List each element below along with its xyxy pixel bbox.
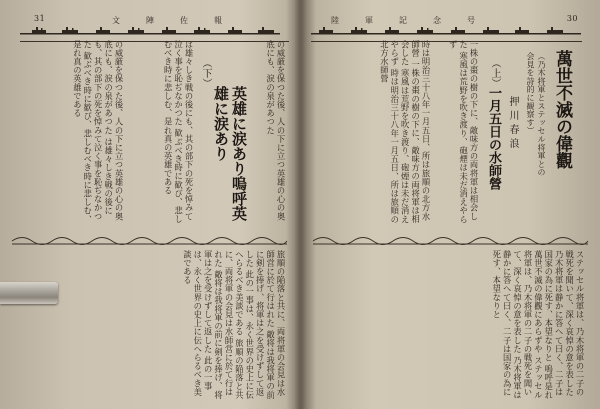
right-page-header [301,14,600,30]
right-lower-text-4: ステッセル将軍は、乃木将軍の二子の戦死を聞いて、深く哀悼の意を表した [512,250,544,400]
right-upper-text-3: 寒風は荒野を吹き渡り、砲煙は未だ消えやらず [389,40,411,224]
left-page-header [0,14,299,30]
right-upper-body-1 [313,40,431,228]
left-upper-text-3b: 歓ぶべき時に歓び、悲しむべき時に悲しむ、是れ真の英雄である [163,40,184,224]
right-lower-text-1: ステッセル将軍は、乃木将軍の二子の戦死を聞いて、深く哀悼の意を表した [564,250,585,397]
right-section-marker: （上） [489,58,500,88]
left-upper-text-2: は雄々しき戦の後にも、其の部下の死を悼みて泣く事を恥ぢなかつた [82,40,114,221]
author-name: 押川春浪 [507,96,518,152]
left-lower-text-6: 此の一事は、永く世界の史上に伝へらるべき美談である [182,250,214,397]
right-running-title: 陸 軍 記 念 号 [331,16,484,25]
right-lower-body [313,250,585,400]
right-lower-text-3: 嗚呼是れ萬世不滅の偉觀にあらずや [533,250,554,400]
left-running-title: 文 陣 佐 報 [112,16,231,25]
left-lower-text-2: 敵将は我将軍の前に剣を捧げ、将軍は之を受けずして返した [244,250,276,400]
right-upper-body-2 [435,40,479,228]
left-section-heading: 英雄に涙あり嗚呼英雄に涙あり [212,86,248,221]
left-upper-text-1: の威厳を保つた後、人の下に立つ英雄の心の奥底にも、涙の泉があつた [103,40,124,221]
warship-banner [0,26,299,38]
left-upper-body-2 [128,40,194,228]
left-lower-text-4: 旅順の陥落と共に、両将軍の会見は水師営に於て行はれた [213,250,245,400]
left-ornament-divider [8,232,291,246]
right-upper-text-4: 時は明治三十八年一月五日、所は旅順の北方水師營 [379,40,400,224]
left-section-marker: （下） [200,58,211,88]
left-upper-text-2b: は雄々しき戦の後にも、其の部下の死を悼みて泣く事を恥ぢなかつた [173,40,194,221]
left-upper-text-1c: の威厳を保つた後、人の下に立つ英雄の心の奥底にも、涙の泉があつた [265,40,286,221]
right-upper-text-3b: 寒風は荒野を吹き渡り、砲煙は未だ消えやらず [448,40,469,224]
right-ornament-divider [309,232,592,246]
right-upper-text-1: 時は明治三十八年一月五日、所は旅順の北方水師營 [410,40,431,221]
right-page-number: 30 [566,14,578,23]
left-lower-text-3: 此の一事は、永く世界の史上に伝へらるべき美談である [234,250,255,400]
book-gutter [286,0,316,409]
right-section-heading: 一月五日の水師營 [486,86,501,190]
left-lower-body [24,250,286,400]
right-lower-text-5: 乃木将軍は静かに答へて曰く、二子は国家の為に死す、本望なりと [491,250,523,400]
left-upper-body-3 [248,40,286,228]
metal-clip [0,282,58,304]
right-page [301,0,600,409]
article-main-title: 萬世不滅の偉觀 [552,50,572,169]
left-page-number: 31 [34,14,46,23]
article-subtitle: （乃木将軍とステッセル将軍との会見を詩的に観察す） [526,52,546,177]
warship-banner-right [301,26,600,38]
left-upper-text-3: 歓ぶべき時に歓び、悲しむべき時に悲しむ、是れ真の英雄である [72,40,93,224]
left-upper-body-1 [24,40,124,228]
left-lower-text-5: 敵将は我将軍の前に剣を捧げ、将軍は之を受けずして返した [203,250,224,400]
left-lower-text-1: 旅順の陥落と共に、両将軍の会見は水師営に於て行はれた [265,250,286,397]
left-page [0,0,299,409]
right-upper-text-2b: 一株の棗の樹の下に、敵味方の両将軍は相会した [458,40,479,221]
right-lower-text-2: 乃木将軍は静かに答へて曰く、二子は国家の為に死す、本望なりと [543,250,565,397]
right-upper-text-2: 一株の棗の樹の下に、敵味方の両将軍は相会した [400,40,421,224]
